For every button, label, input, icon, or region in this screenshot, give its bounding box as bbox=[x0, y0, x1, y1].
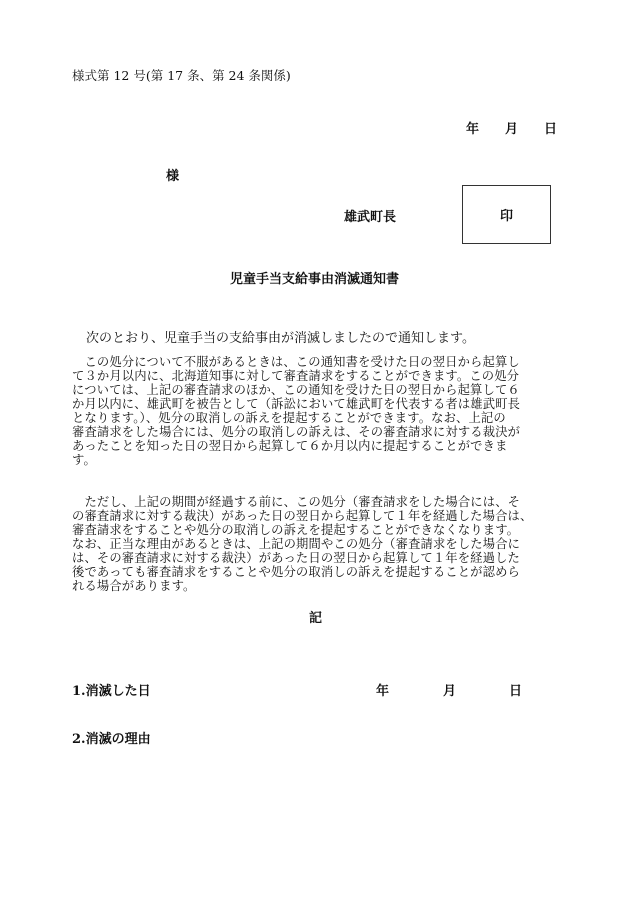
notice-line: す。 bbox=[72, 453, 96, 467]
notice-line: 審査請求をすることや処分の取消しの訴えを提起することができなくなります。 bbox=[72, 523, 520, 537]
notice-line: は、その審査請求に対する裁決）があった日の翌日から起算して１年を経過した bbox=[72, 551, 520, 565]
notice-line: この処分について不服があるときは、この通知書を受けた日の翌日から起算し bbox=[72, 355, 520, 369]
notice-line: の審査請求に対する裁決）があった日の翌日から起算して１年を経過した場合は、 bbox=[72, 509, 533, 523]
notice-line: れる場合があります。 bbox=[72, 579, 196, 593]
notice-line: 後であっても審査請求をすることや処分の取消しの訴えを提起することが認めら bbox=[72, 565, 520, 579]
item-2-label: 2.消滅の理由 bbox=[72, 732, 151, 747]
lead-sentence: 次のとおり、児童手当の支給事由が消滅しましたので通知します。 bbox=[86, 331, 475, 346]
notice-line: て３か月以内に、北海道知事に対して審査請求をすることができます。この処分 bbox=[72, 369, 520, 383]
issue-date-year: 年 bbox=[466, 122, 480, 137]
item-1-year: 年 bbox=[376, 684, 390, 699]
notice-line: ただし、上記の期間が経過する前に、この処分（審査請求をした場合には、そ bbox=[72, 495, 521, 509]
notice-line: あったことを知った日の翌日から起算して６か月以内に提起することができま bbox=[72, 439, 508, 453]
notice-line: か月以内に、雄武町を被告として（訴訟において雄武町を代表する者は雄武町長 bbox=[72, 397, 521, 411]
appeal-notice-paragraph-2 bbox=[72, 495, 560, 593]
document-title: 児童手当支給事由消滅通知書 bbox=[230, 272, 400, 287]
sender-name: 雄武町長 bbox=[344, 210, 397, 225]
ki-heading: 記 bbox=[309, 611, 323, 626]
item-1-month: 月 bbox=[443, 684, 457, 699]
notice-line: なお、正当な理由があるときは、上記の期間やこの処分（審査請求をした場合に bbox=[72, 537, 521, 551]
seal-box bbox=[462, 185, 551, 244]
seal-label: 印 bbox=[499, 209, 513, 224]
issue-date-day: 日 bbox=[544, 122, 558, 137]
addressee-honorific: 様 bbox=[166, 169, 180, 184]
appeal-notice-paragraph-1 bbox=[72, 355, 560, 467]
item-1-label: 1.消滅した日 bbox=[72, 684, 151, 699]
item-1-day: 日 bbox=[509, 684, 523, 699]
notice-line: となります。）、処分の取消しの訴えを提起することができます。なお、上記の bbox=[72, 411, 506, 425]
form-number: 様式第 12 号(第 17 条、第 24 条関係) bbox=[72, 68, 291, 83]
notice-line: 審査請求をした場合には、処分の取消しの訴えは、その審査請求に対する裁決が bbox=[72, 425, 521, 439]
issue-date-month: 月 bbox=[505, 122, 519, 137]
notice-line: については、上記の審査請求のほか、この通知を受けた日の翌日から起算して６ bbox=[72, 383, 520, 397]
